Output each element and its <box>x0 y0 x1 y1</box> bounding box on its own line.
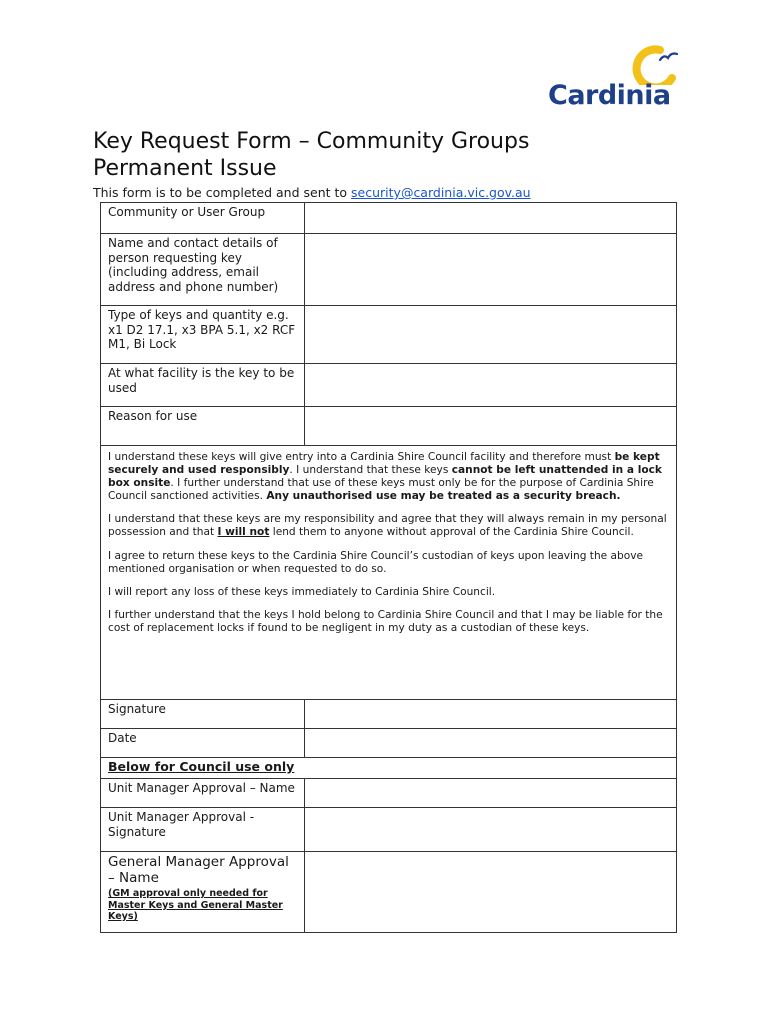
row-signature <box>101 700 677 729</box>
key-types-field[interactable] <box>305 306 677 364</box>
cardinia-logo <box>548 40 688 115</box>
agreement-paragraph-2: I understand that these keys are my responsibility and agree that they will always remain in my personal possession and that I will not lend them to anyone without approval of the Cardinia Shire Council. <box>108 513 667 539</box>
title-line-2: Permanent Issue <box>93 156 277 181</box>
general-manager-name-field[interactable] <box>305 852 677 933</box>
general-manager-note: (GM approval only needed for Master Keys and General Master Keys) <box>108 888 283 922</box>
row-key-types <box>101 306 677 364</box>
row-council-heading <box>101 758 677 779</box>
logo-wordmark: Cardinia <box>548 80 671 111</box>
row-um-signature <box>101 808 677 852</box>
agreement-paragraph-5: I further understand that the keys I hold belong to Cardinia Shire Council and that I may be liable for the cost of replacement locks if found to be negligent in my duty as a custodian of these keys. <box>108 608 663 634</box>
agreement-paragraph-4: I will report any loss of these keys immediately to Cardinia Shire Council. <box>108 585 496 598</box>
general-manager-name-label: General Manager Approval – Name <box>108 854 289 886</box>
security-email-link[interactable]: security@cardinia.vic.gov.au <box>351 185 531 200</box>
general-manager-name-cell <box>101 852 305 933</box>
unit-manager-name-field[interactable] <box>305 779 677 808</box>
row-agreement <box>101 446 677 700</box>
community-group-field[interactable] <box>305 203 677 234</box>
row-reason <box>101 407 677 446</box>
signature-field[interactable] <box>305 700 677 729</box>
contact-details-label: Name and contact details of person requesting key (including address, email address and phone number) <box>101 234 305 306</box>
signature-label: Signature <box>101 700 305 729</box>
intro-text <box>93 185 531 200</box>
facility-field[interactable] <box>305 364 677 407</box>
row-um-name <box>101 779 677 808</box>
unit-manager-name-label: Unit Manager Approval – Name <box>101 779 305 808</box>
reason-field[interactable] <box>305 407 677 446</box>
row-facility <box>101 364 677 407</box>
intro-label: This form is to be completed and sent to <box>93 185 352 200</box>
unit-manager-signature-field[interactable] <box>305 808 677 852</box>
key-types-label: Type of keys and quantity e.g. x1 D2 17.1, x3 BPA 5.1, x2 RCF M1, Bi Lock <box>101 306 305 364</box>
agreement-paragraph-1: I understand these keys will give entry into a Cardinia Shire Council facility and therefore must be kept securely and used responsibly. I understand that these keys cannot be left unattended in a lock box onsite. I further understand that use of these keys must only be for the purpose of Cardinia Shire Council sanctioned activities. Any unauthorised use may be treated as a security breach. <box>108 451 662 503</box>
page-title <box>93 128 653 182</box>
date-label: Date <box>101 729 305 758</box>
council-use-heading: Below for Council use only <box>101 758 677 779</box>
contact-details-field[interactable] <box>305 234 677 306</box>
reason-label: Reason for use <box>101 407 305 446</box>
row-community-group <box>101 203 677 234</box>
agreement-paragraph-3: I agree to return these keys to the Cardinia Shire Council’s custodian of keys upon leaving the above mentioned organisation or when requested to do so. <box>108 549 644 575</box>
key-request-form-table <box>100 202 677 933</box>
sun-bird-logo-icon <box>548 40 688 85</box>
row-date <box>101 729 677 758</box>
facility-label: At what facility is the key to be used <box>101 364 305 407</box>
title-line-1: Key Request Form – Community Groups <box>93 129 530 154</box>
date-field[interactable] <box>305 729 677 758</box>
community-group-label: Community or User Group <box>101 203 305 234</box>
unit-manager-signature-label: Unit Manager Approval - Signature <box>101 808 305 852</box>
row-gm-name <box>101 852 677 933</box>
agreement-text <box>101 446 677 700</box>
row-contact-details <box>101 234 677 306</box>
